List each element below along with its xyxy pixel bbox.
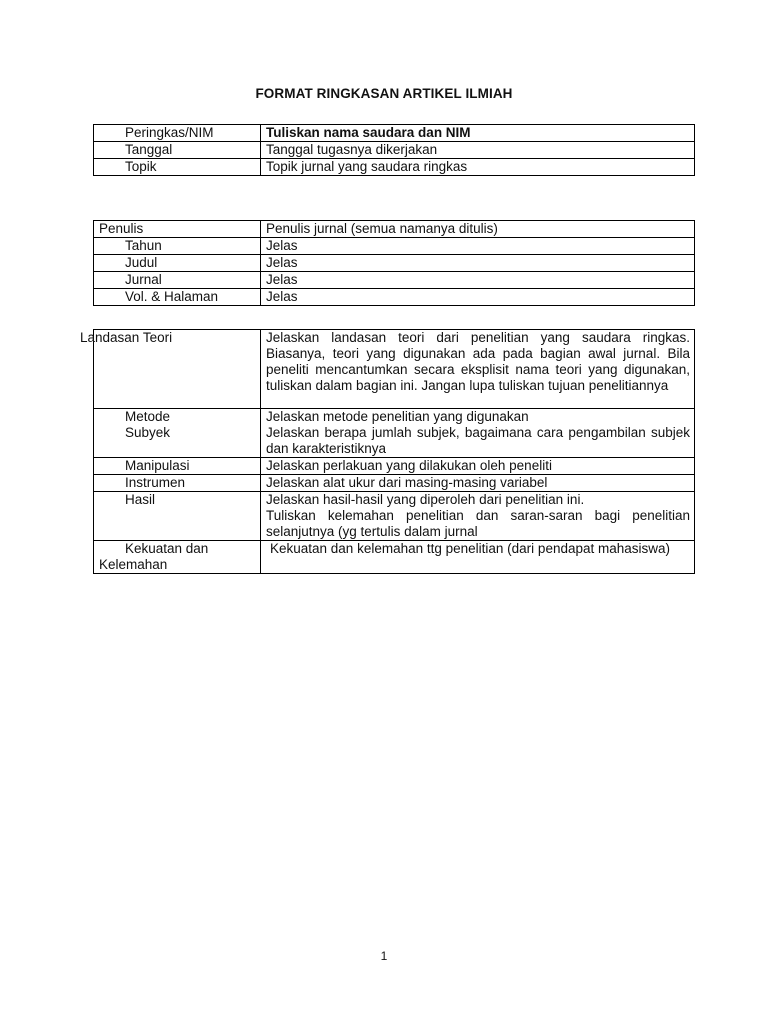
row-label-tahun: Tahun	[125, 238, 162, 253]
table-row	[94, 492, 695, 541]
page-title: FORMAT RINGKASAN ARTIKEL ILMIAH	[255, 86, 513, 101]
table-row	[94, 272, 695, 289]
row-value-subyek[interactable]: Jelaskan berapa jumlah subjek, bagaimana cara pengambilan subjek dan karakteristiknya	[266, 425, 690, 456]
row-label-landasan-teori: Landasan Teori	[80, 330, 173, 345]
table-row	[94, 409, 695, 458]
table-row	[94, 330, 695, 409]
row-value-penulis[interactable]: Penulis jurnal (semua namanya ditulis)	[261, 221, 695, 238]
table-row	[94, 221, 695, 238]
row-label-penulis: Penulis	[94, 221, 261, 238]
row-value-instrumen[interactable]: Jelaskan alat ukur dari masing-masing variabel	[261, 475, 695, 492]
page-number: 1	[380, 949, 388, 963]
row-value-metode[interactable]: Jelaskan metode penelitian yang digunakan	[266, 409, 529, 424]
row-value-manipulasi[interactable]: Jelaskan perlakuan yang dilakukan oleh peneliti	[261, 458, 695, 475]
row-value-hasil-2[interactable]: Tuliskan kelemahan penelitian dan saran-saran bagi penelitian selanjutnya (yg tertulis dalam jurnal	[266, 508, 690, 539]
table-row	[94, 475, 695, 492]
row-value-landasan-teori[interactable]: Jelaskan landasan teori dari penelitian yang saudara ringkas. Biasanya, teori yang digunakan ada pada bagian awal jurnal. Bila peneliti mencantumkan secara eksplisit nama teori yang digunakan, tuliskan dalam bagian ini. Jangan lupa tuliskan tujuan penelitiannya	[261, 330, 695, 409]
row-label-kekuatan: Kekuatan dan	[125, 541, 209, 556]
row-value-peringkas[interactable]: Tuliskan nama saudara dan NIM	[261, 125, 695, 142]
row-label-hasil: Hasil	[125, 492, 156, 507]
row-label-instrumen: Instrumen	[125, 475, 186, 490]
identity-table	[93, 124, 695, 176]
table-row	[94, 255, 695, 272]
row-value-hasil-1[interactable]: Jelaskan hasil-hasil yang diperoleh dari penelitian ini.	[266, 492, 585, 507]
row-label-kelemahan: Kelemahan	[99, 557, 168, 572]
row-label-metode: Metode	[125, 409, 171, 424]
row-value-vol-halaman[interactable]: Jelas	[261, 289, 695, 306]
row-value-topik[interactable]: Topik jurnal yang saudara ringkas	[261, 159, 695, 176]
table-row	[94, 125, 695, 142]
row-label-topik: Topik	[125, 159, 157, 174]
table-row	[94, 159, 695, 176]
table-row	[94, 289, 695, 306]
table-row	[94, 238, 695, 255]
bibliography-table	[93, 220, 695, 306]
row-label-manipulasi: Manipulasi	[125, 458, 190, 473]
row-value-tanggal[interactable]: Tanggal tugasnya dikerjakan	[261, 142, 695, 159]
row-label-subyek: Subyek	[125, 425, 171, 440]
table-row	[94, 541, 695, 574]
table-row	[94, 142, 695, 159]
row-value-kekuatan-kelemahan[interactable]: Kekuatan dan kelemahan ttg penelitian (dari pendapat mahasiswa)	[261, 541, 695, 574]
table-row	[94, 458, 695, 475]
row-label-jurnal: Jurnal	[125, 272, 162, 287]
row-value-jurnal[interactable]: Jelas	[261, 272, 695, 289]
summary-table	[80, 329, 695, 574]
row-value-tahun[interactable]: Jelas	[261, 238, 695, 255]
row-label-peringkas: Peringkas/NIM	[125, 125, 214, 140]
row-label-judul: Judul	[125, 255, 158, 270]
row-label-tanggal: Tanggal	[125, 142, 173, 157]
row-label-vol-halaman: Vol. & Halaman	[125, 289, 219, 304]
row-value-judul[interactable]: Jelas	[261, 255, 695, 272]
